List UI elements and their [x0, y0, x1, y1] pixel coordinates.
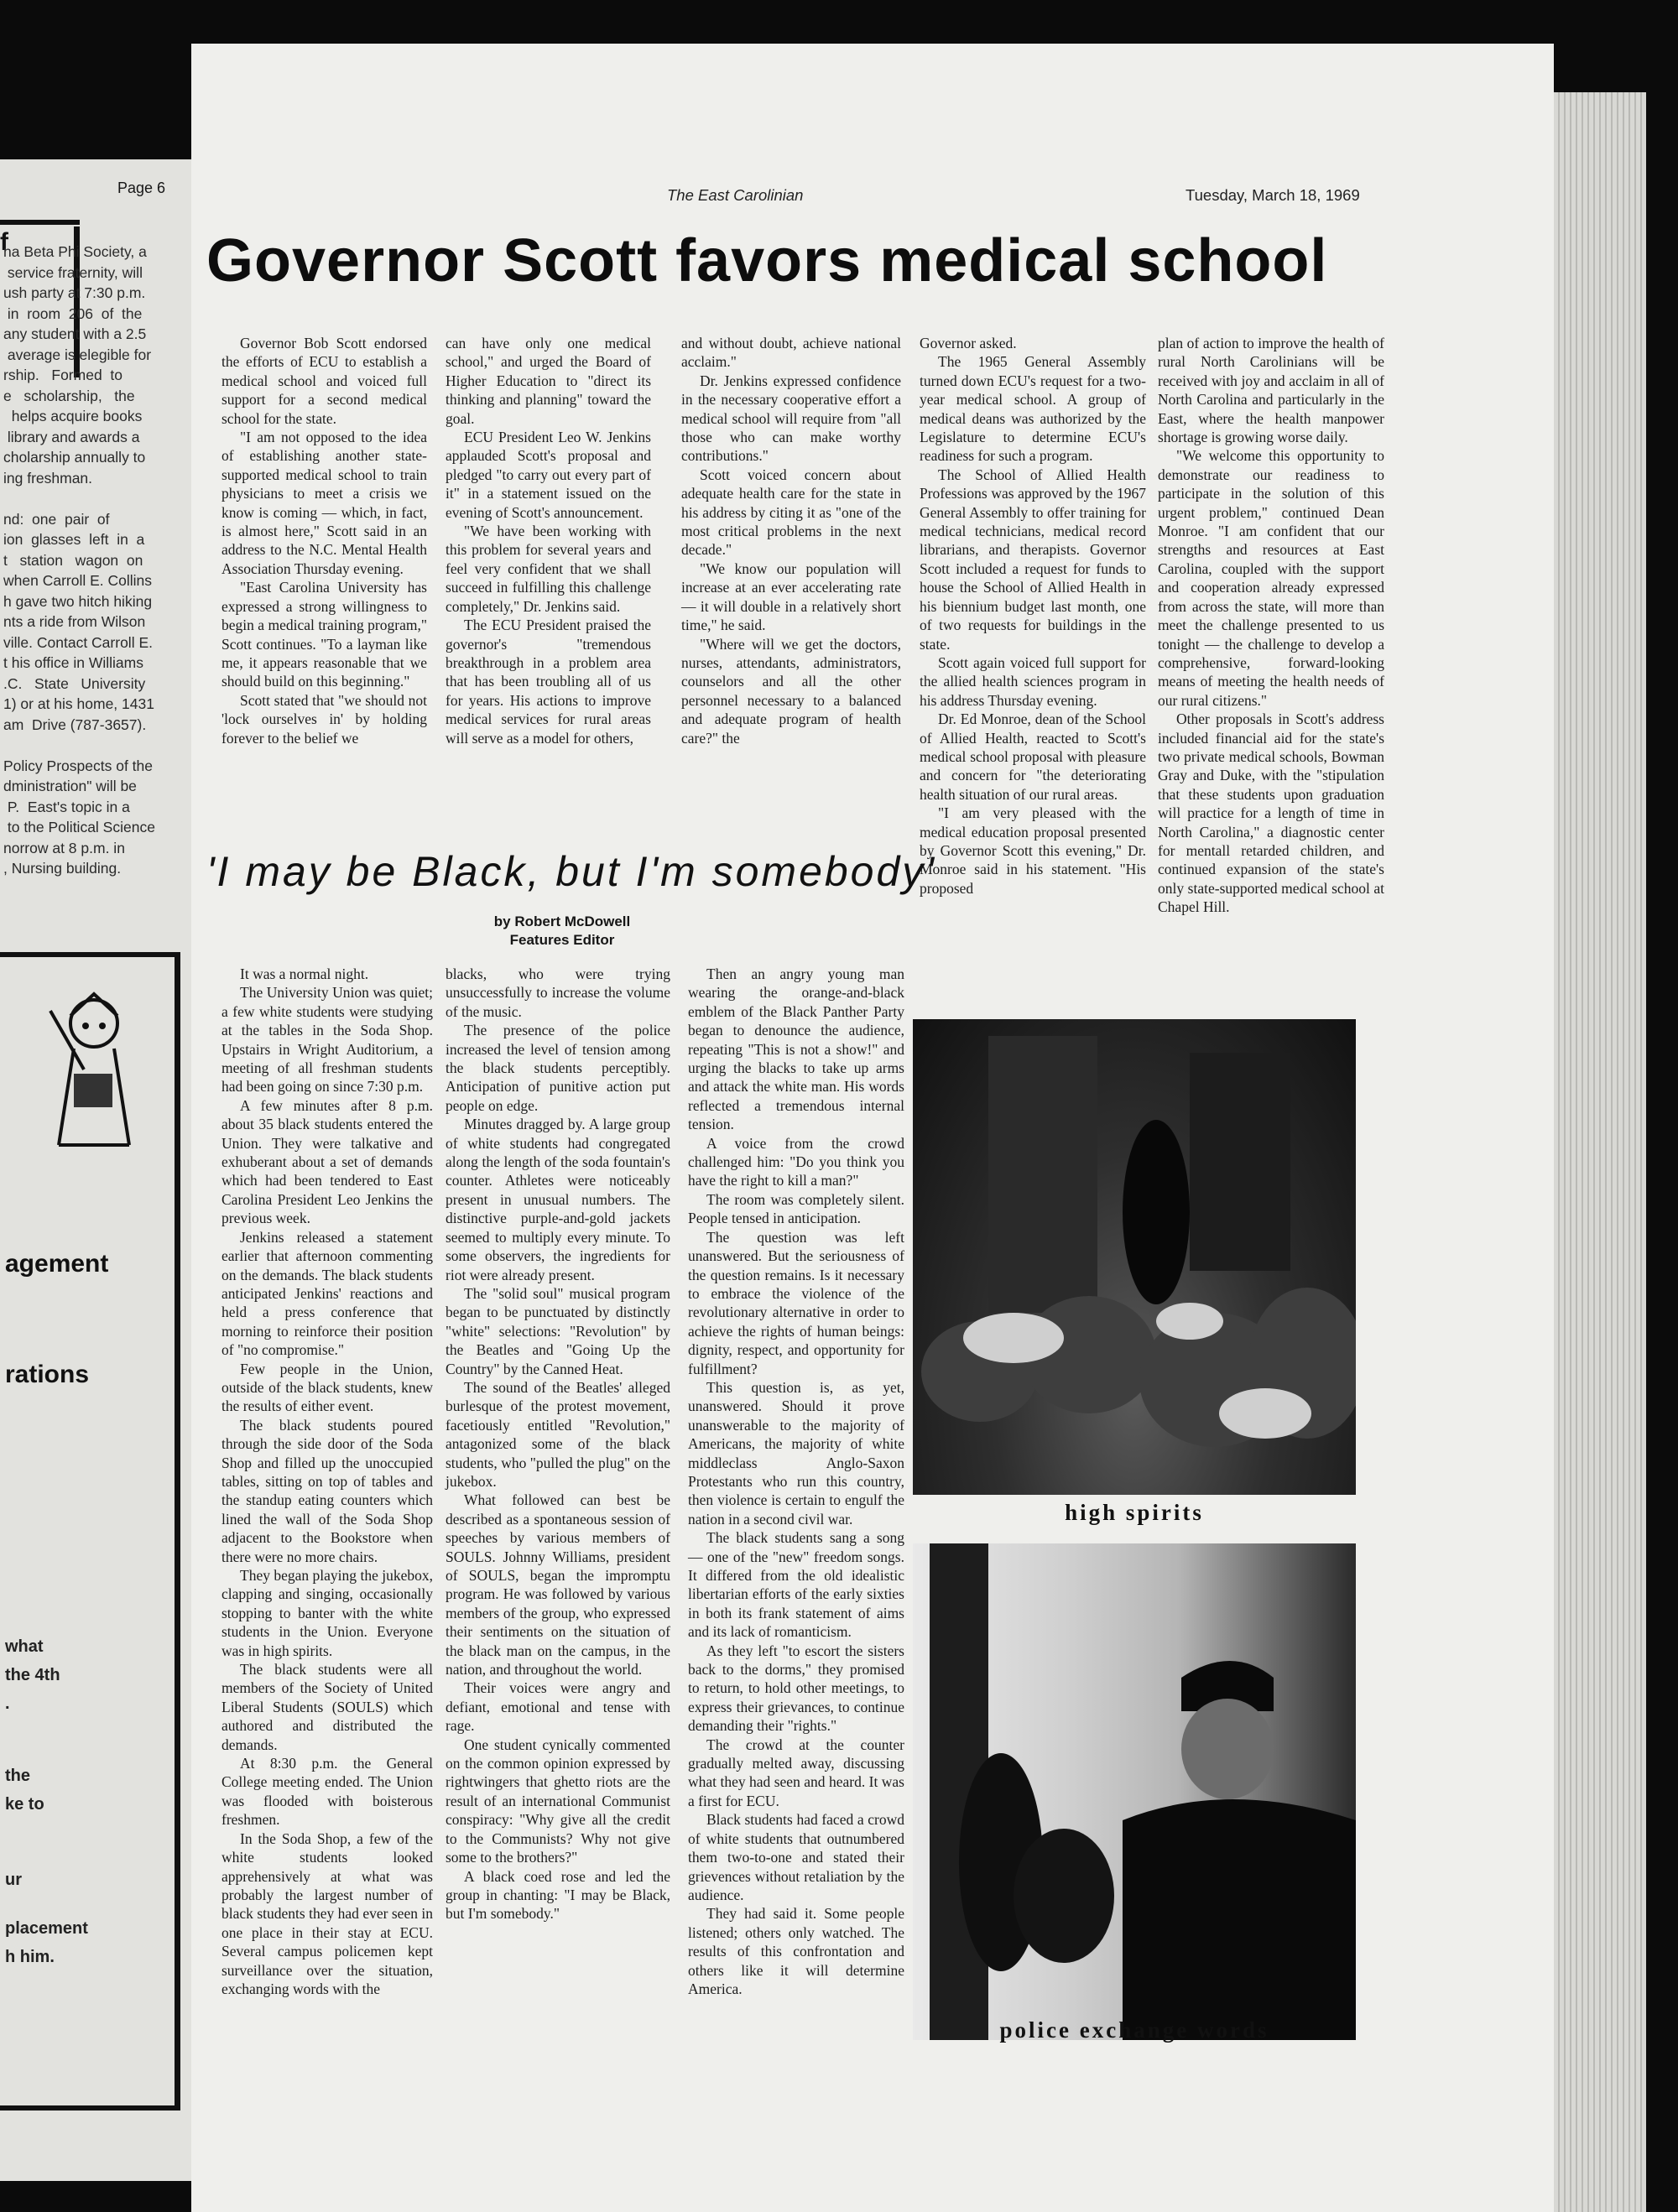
left-text-line: ville. Contact Carroll E. — [3, 633, 153, 651]
left-text-line: t station wagon on — [3, 551, 143, 569]
left-text-line: h gave two hitch hiking — [3, 592, 153, 610]
paragraph: The presence of the police increased the level of tension among the black students perceptibly. Anticipation of punitive action put people on edge. — [446, 1022, 670, 1114]
story-2-byline — [436, 913, 688, 950]
left-text-line: in room 206 of the — [3, 304, 143, 322]
left-text-line: norrow at 8 p.m. in — [3, 839, 125, 856]
left-text-line: rship. Formed to — [3, 367, 122, 383]
paragraph: "We welcome this opportunity to demonstrate our readiness to participate in the solution of this urgent problem," continued Dean Monroe. "I am confident that our strengths and resources at East Carolina, coupled with the support and cooperation already expressed from across the state, will more than meet the challenge presented to us tonight — the challenge to develop a comprehensive, forward-looking means of meeting the health needs of our rural citizens." — [1158, 447, 1384, 709]
paragraph: Jenkins released a statement earlier that afternoon commenting on the demands. The black students anticipated Jenkins' reactions and held a press conference that morning to reinforce their position of "no compromise." — [221, 1228, 433, 1359]
paragraph: Their voices were angry and defiant, emotional and tense with rage. — [446, 1679, 670, 1735]
left-text-line: nd: one pair of — [3, 510, 110, 528]
left-short-line: what — [5, 1637, 44, 1656]
paragraph: can have only one medical school," and urged the Board of Higher Education to "direct its thinking and planning" toward the goal. — [446, 335, 651, 427]
paragraph: It was a normal night. — [240, 965, 369, 982]
left-text-line: dministration" will be — [3, 778, 137, 794]
left-text-line: service fraternity, will — [3, 263, 143, 281]
paragraph: The black students sang a song — one of the "new" freedom songs. It differed from the old idealistic libertarian efforts of the early sixties in both its frank statement of aims and its lack of romanticism. — [688, 1529, 904, 1641]
left-text-line: na Beta Phi Society, a — [3, 243, 147, 260]
story-1-column-1 — [221, 334, 427, 747]
left-short-line: placement — [5, 1919, 88, 1938]
left-heading-f: f — [0, 228, 8, 256]
paragraph: The 1965 General Assembly turned down ECU's request for a two-year medical school. A group of medical deans was authorized by the Legislature to determine ECU's readiness for such a program. — [920, 353, 1146, 465]
paragraph: plan of action to improve the health of rural North Carolinians will be received with joy and acclaim in all of North Carolina and particularly in the East, where the health manpower shortage is growing worse daily. — [1158, 335, 1384, 446]
story-1-column-3 — [681, 334, 901, 747]
paragraph: At 8:30 p.m. the General College meeting ended. The Union was flooded with boisterous freshmen. — [221, 1755, 433, 1829]
story-1-column-5 — [1158, 334, 1384, 917]
story-1-headline: Governor Scott favors medical school — [206, 227, 1328, 294]
left-text-line: helps acquire books — [3, 408, 143, 424]
paragraph: One student cynically commented on the common opinion expressed by rightwingers that ghetto riots are the result of an international Communist conspiracy: "Why give all the credit to the Communists? Why not give some to the brothers?" — [446, 1736, 670, 1866]
paragraph: Minutes dragged by. A large group of white students had congregated along the length of the soda fountain's counter. Athletes were noticeably present in unusual numbers. The distinctive purple-and-gold jackets seemed to multiply every minute. To some observers, the ingredients for riot were already present. — [446, 1116, 670, 1283]
left-text-line: to the Political Science — [3, 819, 155, 835]
paragraph: A few minutes after 8 p.m. about 35 black students entered the Union. They were talkative and exhuberant about a set of demands which had been tendered to East Carolina President Leo Jenkins the previous week. — [221, 1096, 433, 1227]
paragraph: The University Union was quiet; a few white students were studying at the tables in the Soda Shop. Upstairs in Wright Auditorium, a meeting of all freshman students had been going on since 7:30 p.m. — [221, 984, 433, 1096]
paragraph: The sound of the Beatles' alleged burlesque of the protest movement, facetiously entitled "Revolution," antagonized some of the black students, who "pulled the plug" on the jukebox. — [446, 1378, 670, 1490]
left-short-line: . — [5, 1694, 10, 1713]
story-2-column-1 — [221, 965, 433, 1998]
left-short-line: h him. — [5, 1948, 55, 1966]
paragraph: "Where will we get the doctors, nurses, attendants, administrators, counselors and all the other personnel necessary to a balanced and adequate program of health care?" the — [681, 635, 901, 747]
box-rule — [0, 220, 80, 225]
left-text-line: ush party at 7:30 p.m. — [3, 284, 146, 301]
paragraph: blacks, who were trying unsuccessfully to increase the volume of the music. — [446, 965, 670, 1020]
story-2-column-2 — [446, 965, 670, 1923]
left-text-line: ing freshman. — [3, 469, 93, 487]
paragraph: "I am not opposed to the idea of establishing another state-supported medical school to train physicians to meet a crisis we know is coming — which, in fact, is almost here," Scott said in an address to the N.C. Mental Health Association Thursday evening. — [221, 429, 427, 577]
paragraph: The room was completely silent. People tensed in anticipation. — [688, 1190, 904, 1227]
left-text-line: library and awards a — [3, 428, 140, 445]
paragraph: Then an angry young man wearing the orange-and-black emblem of the Black Panther Party began to denounce the audience, repeating "This is not a show!" and urging the blacks to take up arms and attack the white man. His words reflected a tremendous internal tension. — [688, 965, 904, 1133]
story-1-column-2 — [446, 334, 651, 747]
box-rule — [0, 952, 180, 957]
left-text-line: am Drive (787-3657). — [3, 716, 147, 733]
paragraph: A voice from the crowd challenged him: "Do you think you have the right to kill a man?" — [688, 1134, 904, 1189]
left-short-line: ur — [5, 1871, 22, 1889]
paragraph: "We know our population will increase at an ever accelerating rate — it will double in a relatively short time," he said. — [681, 560, 901, 634]
paragraph: Scott again voiced full support for the allied health sciences program in his address Thursday evening. — [920, 653, 1146, 709]
left-text-line: 1) or at his home, 1431 — [3, 695, 154, 712]
left-text-line: P. East's topic in a — [3, 798, 130, 815]
paragraph: Governor asked. — [920, 335, 1017, 351]
photo-police-exchange — [913, 1543, 1356, 2040]
byline-title: Features Editor — [509, 932, 615, 948]
paragraph: Scott voiced concern about adequate health care for the state in his address by citing it as "one of the most critical problems in the next decade." — [681, 466, 901, 559]
paragraph: What followed can best be described as a spontaneous session of speeches by various members of SOULS. Johnny Williams, president of SOULS, began the impromptu program. He was followed by various members of the group, who expressed their sentiments on the situation of the black man on the campus, in the nation, and throughout the world. — [446, 1491, 670, 1679]
paragraph: "I am very pleased with the medical education proposal presented by Governor Scott this evening," Dr. Monroe said in his statement. "His proposed — [920, 804, 1146, 897]
paragraph: In the Soda Shop, a few of the white students looked apprehensively at what was probably the largest number of black students they had ever seen in one place in their stay at ECU. Several campus policemen kept surveillance over the situation, exchanging words with the — [221, 1829, 433, 1997]
left-text-line: t his office in Williams — [3, 654, 143, 671]
story-2-headline: 'I may be Black, but I'm somebody' — [206, 848, 936, 895]
story-1-column-4 — [920, 334, 1146, 898]
left-page-fragment — [0, 159, 191, 2181]
paragraph: "East Carolina University has expressed a strong willingness to begin a medical training program," Scott continues. "To a layman like me, it appears reasonable that we should build on this beginning." — [221, 579, 427, 690]
left-short-line: the 4th — [5, 1666, 60, 1684]
paragraph: Other proposals in Scott's address included financial aid for the state's two private medical schools, Bowman Gray and Duke, with the "stipulation that these students upon graduation will practice for a length of time in North Carolina," a diagnostic center for mentall retarded children, and continued expansion of the state's only state-supported medical school at Chapel Hill. — [1158, 710, 1384, 916]
paragraph: As they left "to escort the sisters back to the dorms," they promised to return, to hold other meetings, to express their grievances, to continue demanding their "rights." — [688, 1642, 904, 1735]
story-2-column-3 — [688, 965, 904, 1998]
paragraph: The black students were all members of the Society of United Liberal Students (SOULS) which authored and distributed the demands. — [221, 1661, 433, 1753]
left-text-line: , Nursing building. — [3, 860, 122, 877]
left-text-line: ion glasses left in a — [3, 531, 145, 548]
left-page-number: Page 6 — [117, 180, 166, 196]
left-text-line: cholarship annually to — [3, 449, 146, 466]
paragraph: They had said it. Some people listened; others only watched. The results of this confrontation and others like it will determine America. — [688, 1905, 904, 1997]
paragraph: ECU President Leo W. Jenkins applauded Scott's proposal and pledged "to carry out every part of it" in a statement issued on the evening of Scott's announcement. — [446, 429, 651, 521]
paragraph: The School of Allied Health Professions was approved by the 1967 General Assembly to offer training for medical technicians, medical record librarians, and therapists. Governor Scott included a request for funds to house the School of Allied Health in his biennium budget last month, one of two requests for buildings in the state. — [920, 466, 1146, 653]
paragraph: "We have been working with this problem for several years and feel very confident that we shall succeed in fulfilling this challenge completely," Dr. Jenkins said. — [446, 523, 651, 615]
left-text-line: when Carroll E. Collins — [3, 572, 153, 589]
left-text-line: .C. State University — [3, 674, 146, 692]
left-text-line: e scholarship, the — [3, 387, 135, 404]
paragraph: A black coed rose and led the group in chanting: "I may be Black, but I'm somebody." — [446, 1867, 670, 1923]
left-text-line: any student with a 2.5 — [3, 325, 147, 342]
page-edges — [1554, 92, 1646, 2212]
left-text-line: average is elegible for — [3, 346, 152, 363]
paragraph: The black students poured through the side door of the Soda Shop and filled up the unoccupied tables, sitting on top of tables and the standup eating counters which lined the wall of the Soda Shop adjacent to the Bookstore when there were no more chairs. — [221, 1416, 433, 1565]
box-rule — [0, 2105, 180, 2111]
left-heading-2: rations — [5, 1361, 90, 1388]
paragraph: Dr. Jenkins expressed confidence in the necessary cooperative effort a medical school will require from "all those who can make worthy contributions." — [681, 372, 901, 465]
paragraph: The question was left unanswered. But the seriousness of the question remains. Is it necessary to embrace the violence of the revolutionary alternative in order to achieve the rights of human beings: dignity, respect, and opportunity for fulfillment? — [688, 1228, 904, 1377]
paragraph: They began playing the jukebox, clapping and singing, occasionally stopping to banter with the white students in the Union. Everyone was in high spirits. — [221, 1567, 433, 1659]
paragraph: Black students had faced a crowd of white students that outnumbered them two-to-one and stated their grievences without retaliation by the audience. — [688, 1811, 904, 1903]
paragraph: The "solid soul" musical program began to be punctuated by distinctly "white" selections: "Revolution" by the Beatles and "Going Up the Country" by the Canned Heat. — [446, 1284, 670, 1377]
photo-1-caption: high spirits — [1065, 1500, 1204, 1525]
masthead: The East Carolinian — [667, 186, 804, 204]
paragraph: This question is, as yet, unanswered. Should it prove unanswerable to the majority of Americans, the majority of white middleclass Anglo-Saxon Protestants who run this country, then violence is certain to engulf the nation in a second civil war. — [688, 1378, 904, 1528]
paragraph: and without doubt, achieve national acclaim." — [681, 335, 901, 371]
issue-date: Tuesday, March 18, 1969 — [1186, 186, 1360, 204]
box-rule — [175, 953, 180, 2111]
left-short-line: ke to — [5, 1795, 44, 1814]
cartoon-figure — [25, 977, 143, 1153]
paragraph: Dr. Ed Monroe, dean of the School of Allied Health, reacted to Scott's medical school proposal with pleasure and concern for "the deteriorating health situation of our rural areas. — [920, 710, 1146, 803]
photo-2-caption: police exchange words — [999, 2017, 1269, 2043]
left-heading-1: agement — [5, 1250, 109, 1278]
byline-author: by Robert McDowell — [493, 913, 631, 929]
left-short-line: the — [5, 1767, 30, 1785]
paragraph: The crowd at the counter gradually melted away, discussing what they had seen and heard. It was a first for ECU. — [688, 1736, 904, 1809]
paragraph: Governor Bob Scott endorsed the efforts of ECU to establish a medical school and voiced full support for a second medical school for the state. — [221, 335, 427, 427]
paragraph: Scott stated that "we should not 'lock ourselves in' by holding forever to the belief we — [221, 691, 427, 747]
left-text-line: nts a ride from Wilson — [3, 613, 146, 630]
photo-high-spirits — [913, 1019, 1356, 1495]
paragraph: The ECU President praised the governor's "tremendous breakthrough in a problem area that has been troubling all of us for years. His actions to improve medical services for rural areas will serve as a model for others, — [446, 617, 651, 747]
paragraph: Few people in the Union, outside of the black students, knew the results of either event. — [221, 1360, 433, 1415]
left-text-line: Policy Prospects of the — [3, 757, 153, 774]
